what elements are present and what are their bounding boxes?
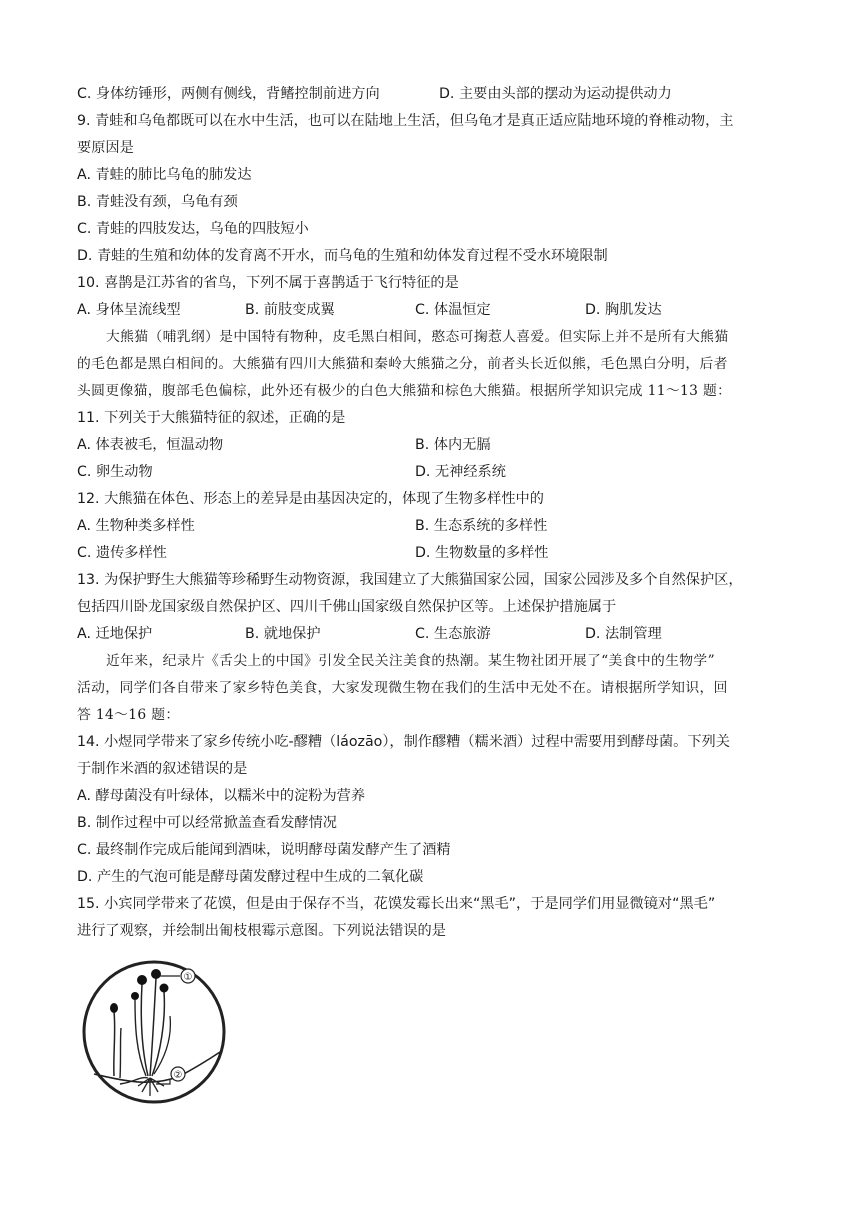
sporangium-2 xyxy=(151,969,161,979)
q9-stem-line-2: 要原因是 xyxy=(77,140,134,156)
q9-option-b[interactable]: B. 青蛙没有颈，乌龟有颈 xyxy=(77,194,238,210)
q14-stem-line-2: 于制作米酒的叙述错误的是 xyxy=(77,761,248,777)
q10-stem: 10. 喜鹊是江苏省的省鸟，下列不属于喜鹊适于飞行特征的是 xyxy=(77,275,459,291)
q12-option-c[interactable]: C. 遗传多样性 xyxy=(77,545,167,561)
sporangiophore-2 xyxy=(150,978,156,1076)
sporangiophore-5 xyxy=(154,1016,170,1074)
q9-option-d[interactable]: D. 青蛙的生殖和幼体的发育离不开水，而乌龟的生殖和幼体发育过程不受水环境限制 xyxy=(77,248,608,264)
q9-option-a[interactable]: A. 青蛙的肺比乌龟的肺发达 xyxy=(77,167,252,183)
q9-option-c[interactable]: C. 青蛙的四肢发达，乌龟的四肢短小 xyxy=(77,221,309,237)
q11-option-b[interactable]: B. 体内无膈 xyxy=(415,437,491,453)
q12-option-d[interactable]: D. 生物数量的多样性 xyxy=(415,545,549,561)
label-1-text: ① xyxy=(183,972,193,983)
q15-stem-line-1: 15. 小宾同学带来了花馍，但是由于保存不当，花馍发霉长出来“黑毛”，于是同学们用显微镜对“黑毛” xyxy=(77,896,716,912)
q14-option-b[interactable]: B. 制作过程中可以经常掀盖查看发酵情况 xyxy=(77,815,337,831)
passage1-line-3: 头圆更像猫，腹部毛色偏棕，此外还有极少的白色大熊猫和棕色大熊猫。根据所学知识完成 11～13 题： xyxy=(77,383,732,399)
q13-option-b[interactable]: B. 就地保护 xyxy=(245,626,321,642)
sporangiophore-1 xyxy=(141,984,148,1076)
q11-option-d[interactable]: D. 无神经系统 xyxy=(415,464,506,480)
passage2-line-1: 近年来，纪录片《舌尖上的中国》引发全民关注美食的热潮。某生物社团开展了“美食中的生物学” xyxy=(106,653,715,669)
q13-stem-line-1: 13. 为保护野生大熊猫等珍稀野生动物资源，我国建立了大熊猫国家公园，国家公园涉及多个自然保护区， xyxy=(77,572,743,588)
left-sporangiophore-2 xyxy=(120,1028,121,1078)
q9-stem-line-1: 9. 青蛙和乌龟都既可以在水中生活，也可以在陆地上生活，但乌龟才是真正适应陆地环境的脊椎动物，主 xyxy=(77,113,734,129)
q8-option-d[interactable]: D. 主要由头部的摆动为运动提供动力 xyxy=(439,86,672,102)
q13-option-d[interactable]: D. 法制管理 xyxy=(585,626,662,642)
q8-option-c[interactable]: C. 身体纺锤形，两侧有侧线，背鳍控制前进方向 xyxy=(77,86,380,102)
q12-stem: 12. 大熊猫在体色、形态上的差异是由基因决定的，体现了生物多样性中的 xyxy=(77,491,544,507)
rhizopus-figure xyxy=(80,956,232,1108)
label-2-text: ② xyxy=(173,1070,183,1081)
q12-option-a[interactable]: A. 生物种类多样性 xyxy=(77,518,195,534)
q11-option-c[interactable]: C. 卵生动物 xyxy=(77,464,153,480)
left-sporangiophore xyxy=(114,1012,115,1076)
substrate-line xyxy=(94,1052,220,1082)
q13-option-c[interactable]: C. 生态旅游 xyxy=(415,626,491,642)
sporangium-4 xyxy=(131,992,139,1000)
sporangiophore-4 xyxy=(135,1000,146,1076)
q11-option-a[interactable]: A. 体表被毛，恒温动物 xyxy=(77,437,224,453)
q11-stem: 11. 下列关于大熊猫特征的叙述，正确的是 xyxy=(77,410,346,426)
q14-stem-line-1: 14. 小煜同学带来了家乡传统小吃-醪糟（láozāo），制作醪糟（糯米酒）过程中需要用到酵母菌。下列关 xyxy=(77,734,730,750)
passage2-line-3: 答 14～16 题： xyxy=(77,707,180,723)
q15-stem-line-2: 进行了观察，并绘制出匍枝根霉示意图。下列说法错误的是 xyxy=(77,923,446,939)
sporangium-1 xyxy=(137,975,147,985)
q14-option-c[interactable]: C. 最终制作完成后能闻到酒味，说明酵母菌发酵产生了酒精 xyxy=(77,842,451,858)
q13-stem-line-2: 包括四川卧龙国家级自然保护区、四川千佛山国家级自然保护区等。上述保护措施属于 xyxy=(77,599,617,615)
q12-option-b[interactable]: B. 生态系统的多样性 xyxy=(415,518,548,534)
q10-option-d[interactable]: D. 胸肌发达 xyxy=(585,302,662,318)
q10-option-c[interactable]: C. 体温恒定 xyxy=(415,302,491,318)
left-sporangium xyxy=(110,1003,118,1013)
passage2-line-2: 活动，同学们各自带来了家乡特色美食，大家发现微生物在我们的生活中无处不在。请根据所学知识，回 xyxy=(77,680,728,696)
q10-option-a[interactable]: A. 身体呈流线型 xyxy=(77,302,181,318)
q14-option-a[interactable]: A. 酵母菌没有叶绿体，以糯米中的淀粉为营养 xyxy=(77,788,366,804)
passage1-line-2: 的毛色都是黑白相间的。大熊猫有四川大熊猫和秦岭大熊猫之分，前者头长近似熊，毛色黑白分明，后者 xyxy=(77,356,728,372)
q10-option-b[interactable]: B. 前肢变成翼 xyxy=(245,302,335,318)
q14-option-d[interactable]: D. 产生的气泡可能是酵母菌发酵过程中生成的二氧化碳 xyxy=(77,869,424,885)
passage1-line-1: 大熊猫（哺乳纲）是中国特有物种，皮毛黑白相间，憨态可掬惹人喜爱。但实际上并不是所有大熊猫 xyxy=(106,329,729,345)
q13-option-a[interactable]: A. 迁地保护 xyxy=(77,626,153,642)
sporangium-3 xyxy=(160,984,169,993)
